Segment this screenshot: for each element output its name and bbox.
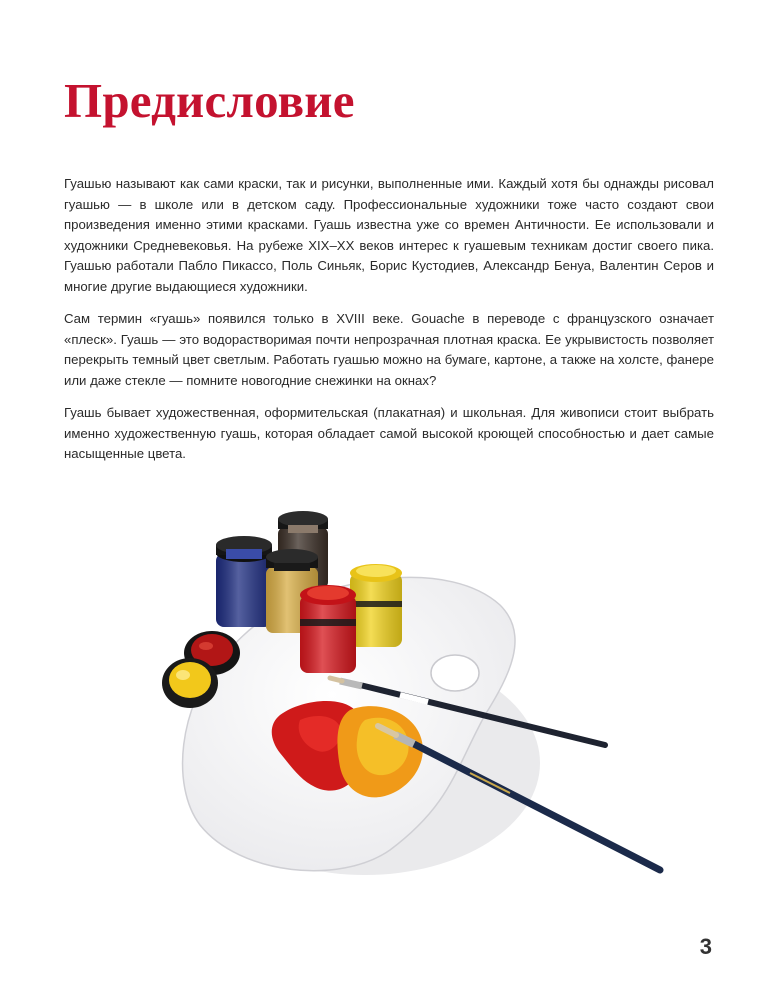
paragraph-history: Гуашью называют как сами краски, так и рисунки, выполненные ими. Каждый хотя бы однажды рисовал гуашью — в школе или в детском саду. Профессиональные художники тоже часто создают свои произведения именно этими красками. Гуашь известна уже со времен Античности. Ее использовали и художники Средневековья. На рубеже XIX–XX веков интерес к гуашевым техникам достиг своего пика. Гуашью работали Пабло Пикассо, Поль Синьяк, Борис Кустодиев, Александр Бенуа, Валентин Серов и многие другие выдающиеся художники. [64, 176, 714, 294]
yellow-lid [162, 658, 218, 708]
blue-paint-jar [216, 536, 272, 627]
page-number: 3 [699, 934, 712, 959]
page-title: Предисловие [64, 73, 355, 128]
yellow-paint-jar [350, 564, 402, 647]
paragraph-types: Гуашь бывает художественная, оформительская (плакатная) и школьная. Для живописи стоит выбрать именно художественную гуашь, которая обладает самой высокой кроющей способностью и дает самые насыщенные цвета. [64, 405, 714, 461]
preface-text [64, 174, 714, 477]
red-paint-jar [300, 585, 356, 673]
palette-thumb-hole [431, 655, 479, 691]
paints-palette-illustration [150, 505, 670, 885]
paragraph-term: Сам термин «гуашь» появился только в XVIII веке. Gouache в переводе с французского означает «плеск». Гуашь — это водорастворимая почти непрозрачная плотная краска. Ее укрывистость позволяет перекрыть темный цвет светлым. Работать гуашью можно на бумаге, картоне, а также на холсте, фанере или даже стекле — помните новогодние снежинки на окнах? [64, 311, 714, 388]
